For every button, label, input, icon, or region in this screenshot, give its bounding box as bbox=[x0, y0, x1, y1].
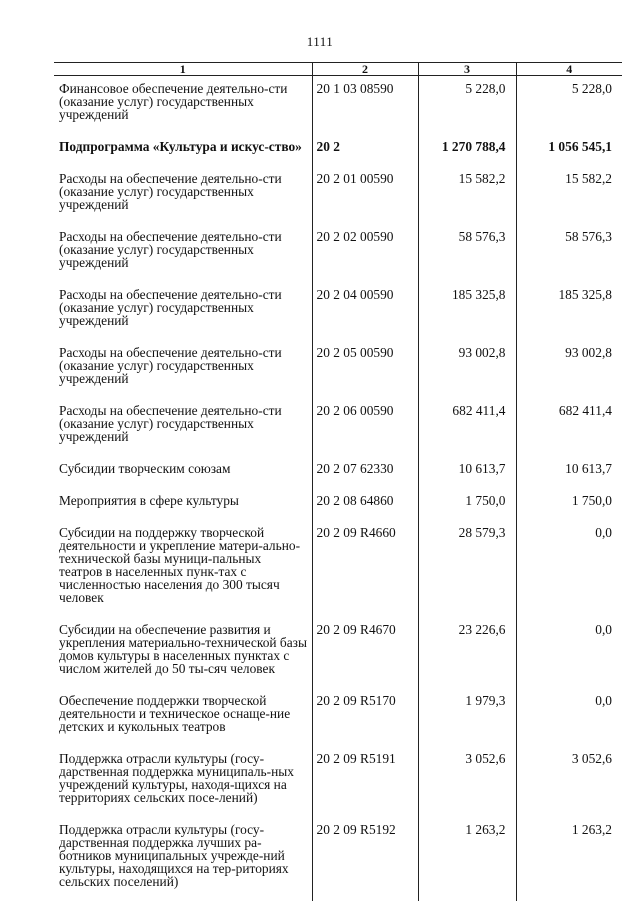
row-budget-code: 20 2 09 R4670 bbox=[312, 617, 418, 688]
row-description: Поддержка отрасли культуры (госу-дарственная поддержка лучших ра-ботников муниципальных учрежде-ний культуры, находящихся на тер-риториях сельских поселений) bbox=[59, 822, 289, 889]
row-budget-code: 20 2 08 64860 bbox=[312, 488, 418, 520]
row-amount-col4: 0,0 bbox=[516, 520, 622, 617]
table-row bbox=[54, 166, 622, 224]
row-budget-code: 20 2 bbox=[312, 134, 418, 166]
page-number: 1111 bbox=[306, 34, 334, 49]
row-description: Финансовое обеспечение деятельно-сти (оказание услуг) государственных учреждений bbox=[59, 81, 288, 122]
row-amount-col3: 28 579,3 bbox=[418, 520, 516, 617]
budget-table bbox=[54, 62, 622, 901]
row-budget-code: 20 2 06 00590 bbox=[312, 398, 418, 456]
row-amount-col3: 23 226,6 bbox=[418, 617, 516, 688]
row-amount-col3: 15 582,2 bbox=[418, 166, 516, 224]
row-amount-col4: 15 582,2 bbox=[516, 166, 622, 224]
column-header-3: 3 bbox=[418, 63, 516, 76]
column-header-2: 2 bbox=[312, 63, 418, 76]
row-amount-col3: 185 325,8 bbox=[418, 282, 516, 340]
row-description: Мероприятия в сфере культуры bbox=[59, 493, 239, 508]
row-description: Поддержка отрасли культуры (госу-дарственная поддержка муниципаль-ных учреждений культуры, находя-щихся на территориях сельских посе-лений) bbox=[59, 751, 294, 805]
row-amount-col4: 682 411,4 bbox=[516, 398, 622, 456]
table-row bbox=[54, 282, 622, 340]
row-amount-col3: 10 613,7 bbox=[418, 456, 516, 488]
row-amount-col4: 1 750,0 bbox=[516, 488, 622, 520]
table-row bbox=[54, 817, 622, 901]
row-budget-code: 20 2 01 00590 bbox=[312, 166, 418, 224]
table-row bbox=[54, 340, 622, 398]
column-header-1: 1 bbox=[54, 63, 312, 76]
row-amount-col4: 1 056 545,1 bbox=[516, 134, 622, 166]
table-row bbox=[54, 134, 622, 166]
row-amount-col4: 93 002,8 bbox=[516, 340, 622, 398]
table-row bbox=[54, 488, 622, 520]
table-row bbox=[54, 398, 622, 456]
row-budget-code: 20 2 07 62330 bbox=[312, 456, 418, 488]
table-row bbox=[54, 520, 622, 617]
row-amount-col4: 0,0 bbox=[516, 688, 622, 746]
column-header-4: 4 bbox=[516, 63, 622, 76]
table-row bbox=[54, 617, 622, 688]
row-amount-col4: 5 228,0 bbox=[516, 76, 622, 135]
row-description: Расходы на обеспечение деятельно-сти (оказание услуг) государственных учреждений bbox=[59, 345, 282, 386]
row-description: Подпрограмма «Культура и искус-ство» bbox=[59, 139, 302, 154]
row-amount-col3: 5 228,0 bbox=[418, 76, 516, 135]
row-amount-col3: 1 750,0 bbox=[418, 488, 516, 520]
row-description: Обеспечение поддержки творческой деятельности и техническое оснаще-ние детских и кукольных театров bbox=[59, 693, 291, 734]
row-amount-col3: 58 576,3 bbox=[418, 224, 516, 282]
row-budget-code: 20 2 09 R5192 bbox=[312, 817, 418, 901]
row-description: Субсидии творческим союзам bbox=[59, 461, 231, 476]
table-body bbox=[54, 76, 622, 902]
row-budget-code: 20 2 05 00590 bbox=[312, 340, 418, 398]
row-description: Расходы на обеспечение деятельно-сти (оказание услуг) государственных учреждений bbox=[59, 171, 282, 212]
row-amount-col3: 682 411,4 bbox=[418, 398, 516, 456]
row-amount-col4: 3 052,6 bbox=[516, 746, 622, 817]
row-amount-col4: 1 263,2 bbox=[516, 817, 622, 901]
row-amount-col4: 0,0 bbox=[516, 617, 622, 688]
row-description: Расходы на обеспечение деятельно-сти (оказание услуг) государственных учреждений bbox=[59, 403, 282, 444]
row-amount-col4: 58 576,3 bbox=[516, 224, 622, 282]
table-header-row bbox=[54, 63, 622, 76]
row-description: Субсидии на поддержку творческой деятельности и укрепление матери-ально-технической базы муници-пальных театров в населенных пунк-тах с численностью населения до 300 тысяч человек bbox=[59, 525, 301, 605]
row-budget-code: 20 2 04 00590 bbox=[312, 282, 418, 340]
row-amount-col3: 1 270 788,4 bbox=[418, 134, 516, 166]
row-amount-col3: 93 002,8 bbox=[418, 340, 516, 398]
table-row bbox=[54, 688, 622, 746]
row-amount-col4: 185 325,8 bbox=[516, 282, 622, 340]
budget-table-container bbox=[54, 62, 622, 901]
table-row bbox=[54, 746, 622, 817]
row-amount-col3: 1 979,3 bbox=[418, 688, 516, 746]
row-amount-col3: 3 052,6 bbox=[418, 746, 516, 817]
row-description: Расходы на обеспечение деятельно-сти (оказание услуг) государственных учреждений bbox=[59, 229, 282, 270]
row-budget-code: 20 2 09 R5170 bbox=[312, 688, 418, 746]
row-budget-code: 20 1 03 08590 bbox=[312, 76, 418, 135]
row-description: Расходы на обеспечение деятельно-сти (оказание услуг) государственных учреждений bbox=[59, 287, 282, 328]
row-budget-code: 20 2 09 R5191 bbox=[312, 746, 418, 817]
table-row bbox=[54, 456, 622, 488]
row-description: Субсидии на обеспечение развития и укрепления материально-технической базы домов культуры в населенных пунктах с числом жителей до 50 ты-сяч человек bbox=[59, 622, 307, 676]
row-amount-col3: 1 263,2 bbox=[418, 817, 516, 901]
row-amount-col4: 10 613,7 bbox=[516, 456, 622, 488]
row-budget-code: 20 2 09 R4660 bbox=[312, 520, 418, 617]
table-row bbox=[54, 76, 622, 135]
row-budget-code: 20 2 02 00590 bbox=[312, 224, 418, 282]
table-row bbox=[54, 224, 622, 282]
